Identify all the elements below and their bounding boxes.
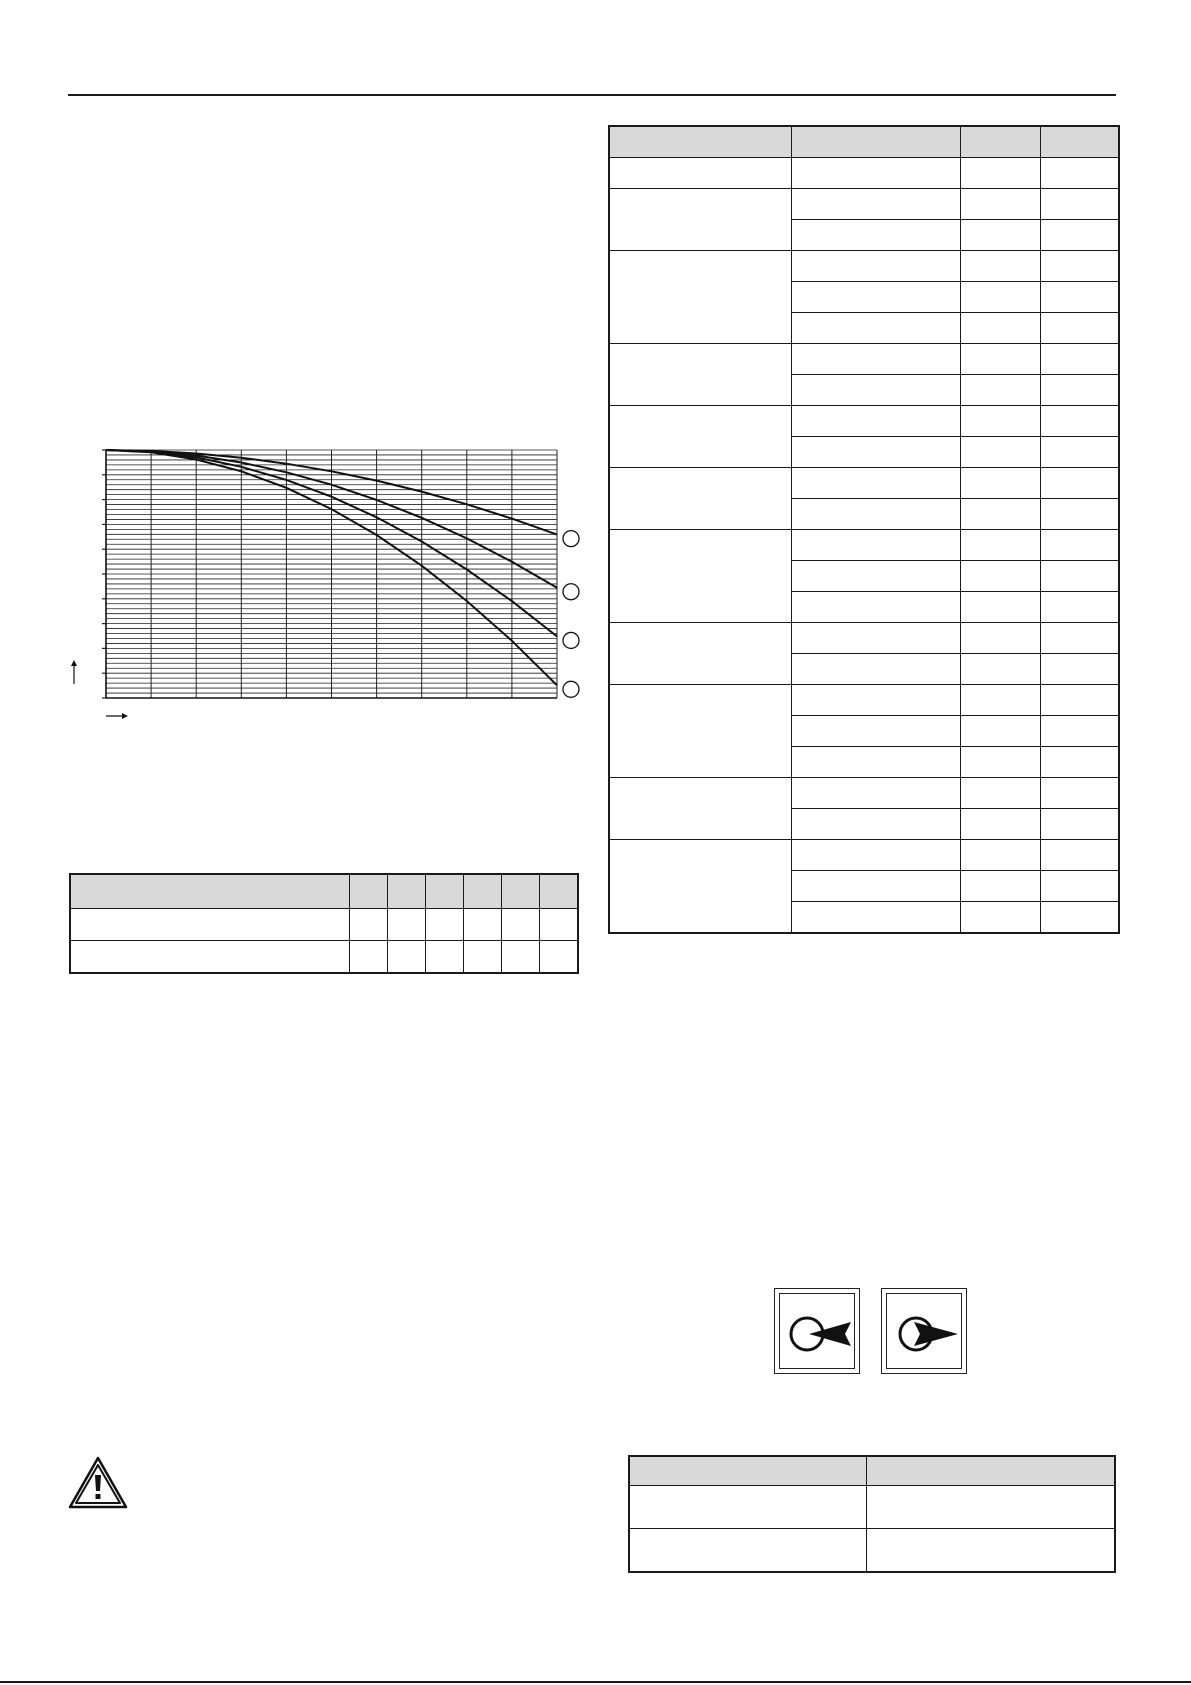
spec-cell	[791, 468, 960, 499]
small-cell	[463, 909, 501, 941]
spec-table-header	[609, 126, 1119, 158]
spec-cell	[960, 809, 1040, 840]
spec-cell	[791, 871, 960, 902]
spec-group-label	[609, 189, 791, 251]
small-header-cell	[425, 874, 463, 909]
table-row	[609, 530, 1119, 561]
direction-table-body	[629, 1486, 1115, 1573]
small-table-body	[70, 909, 578, 974]
spec-cell	[1040, 313, 1119, 344]
small-cell	[349, 941, 387, 974]
spec-cell	[791, 654, 960, 685]
small-cell	[425, 941, 463, 974]
spec-cell	[960, 375, 1040, 406]
spec-cell	[791, 158, 960, 189]
spec-cell	[791, 809, 960, 840]
direction-table	[628, 1455, 1116, 1573]
spec-cell	[1040, 406, 1119, 437]
spec-cell	[1040, 809, 1119, 840]
spec-group-label	[609, 778, 791, 840]
header-rule	[68, 94, 1116, 96]
spec-cell	[960, 902, 1040, 934]
small-table	[69, 873, 579, 974]
direction-table-header	[629, 1456, 1115, 1486]
spec-header-cell	[960, 126, 1040, 158]
spec-cell	[1040, 189, 1119, 220]
table-row	[70, 909, 578, 941]
table-row	[609, 840, 1119, 871]
spec-cell	[960, 592, 1040, 623]
spec-group-label	[609, 344, 791, 406]
spec-cell	[960, 840, 1040, 871]
small-header-cell	[387, 874, 425, 909]
table-row	[609, 158, 1119, 189]
table-row	[629, 1529, 1115, 1573]
x-direction-arrowhead	[122, 713, 128, 719]
spec-cell	[791, 499, 960, 530]
spec-cell	[1040, 778, 1119, 809]
spec-cell	[960, 468, 1040, 499]
direction-cell	[866, 1529, 1115, 1573]
table-row	[629, 1486, 1115, 1529]
spec-cell	[960, 189, 1040, 220]
small-cell	[539, 941, 578, 974]
table-row	[609, 778, 1119, 809]
table-row	[609, 623, 1119, 654]
small-cell	[387, 941, 425, 974]
small-cell	[425, 909, 463, 941]
spec-table	[608, 125, 1120, 934]
spec-cell	[1040, 251, 1119, 282]
chart-svg	[60, 440, 600, 730]
small-cell	[539, 909, 578, 941]
performance-chart	[60, 440, 600, 730]
table-row	[609, 685, 1119, 716]
series-marker-3	[563, 632, 579, 648]
direction-cell	[629, 1529, 866, 1573]
spec-cell	[1040, 437, 1119, 468]
spec-group-label	[609, 251, 791, 344]
spec-cell	[791, 778, 960, 809]
spec-cell	[1040, 623, 1119, 654]
spec-header-cell	[791, 126, 960, 158]
spec-cell	[1040, 561, 1119, 592]
small-table-header	[70, 874, 578, 909]
rotation-counterclockwise-icon	[774, 1288, 860, 1374]
spec-cell	[791, 530, 960, 561]
spec-cell	[960, 437, 1040, 468]
spec-cell	[791, 220, 960, 251]
spec-cell	[960, 778, 1040, 809]
spec-cell	[960, 654, 1040, 685]
spec-cell	[960, 313, 1040, 344]
small-header-cell	[539, 874, 578, 909]
spec-group-label	[609, 685, 791, 778]
small-cell	[70, 909, 349, 941]
spec-cell	[1040, 685, 1119, 716]
spec-cell	[960, 561, 1040, 592]
spec-cell	[960, 716, 1040, 747]
spec-cell	[791, 747, 960, 778]
spec-cell	[960, 282, 1040, 313]
small-cell	[463, 941, 501, 974]
table-row	[609, 251, 1119, 282]
spec-cell	[1040, 468, 1119, 499]
series-marker-2	[563, 584, 579, 600]
spec-cell	[1040, 747, 1119, 778]
series-marker-4	[563, 681, 579, 697]
table-row	[70, 941, 578, 974]
spec-cell	[1040, 654, 1119, 685]
small-header-cell	[349, 874, 387, 909]
spec-group-label	[609, 468, 791, 530]
spec-cell	[791, 189, 960, 220]
spec-group-label	[609, 406, 791, 468]
small-cell	[349, 909, 387, 941]
spec-cell	[791, 716, 960, 747]
spec-header-cell	[609, 126, 791, 158]
spec-cell	[960, 251, 1040, 282]
spec-cell	[960, 499, 1040, 530]
spec-cell	[960, 685, 1040, 716]
small-cell	[501, 909, 539, 941]
spec-cell	[960, 220, 1040, 251]
spec-cell	[960, 623, 1040, 654]
spec-cell	[791, 406, 960, 437]
spec-group-label	[609, 840, 791, 934]
spec-cell	[1040, 840, 1119, 871]
spec-cell	[791, 561, 960, 592]
spec-cell	[960, 530, 1040, 561]
spec-cell	[960, 158, 1040, 189]
spec-cell	[1040, 499, 1119, 530]
rotation-clockwise-icon	[881, 1288, 967, 1374]
spec-group-label	[609, 623, 791, 685]
spec-cell	[791, 902, 960, 934]
spec-cell	[1040, 902, 1119, 934]
spec-cell	[1040, 375, 1119, 406]
spec-cell	[791, 592, 960, 623]
spec-cell	[1040, 530, 1119, 561]
spec-cell	[791, 251, 960, 282]
small-cell	[501, 941, 539, 974]
spec-cell	[1040, 282, 1119, 313]
spec-group-label	[609, 158, 791, 189]
small-header-cell	[501, 874, 539, 909]
spec-cell	[960, 344, 1040, 375]
small-cell	[387, 909, 425, 941]
direction-header-cell	[866, 1456, 1115, 1486]
table-row	[609, 468, 1119, 499]
table-row	[609, 189, 1119, 220]
warning-triangle-icon	[67, 1455, 129, 1511]
y-direction-arrowhead	[71, 660, 77, 666]
direction-cell	[629, 1486, 866, 1529]
spec-cell	[791, 685, 960, 716]
spec-cell	[791, 840, 960, 871]
direction-header-cell	[629, 1456, 866, 1486]
spec-cell	[1040, 592, 1119, 623]
table-row	[609, 406, 1119, 437]
spec-cell	[960, 871, 1040, 902]
spec-cell	[1040, 871, 1119, 902]
spec-cell	[1040, 220, 1119, 251]
footer-rule	[0, 1681, 1191, 1683]
spec-cell	[1040, 158, 1119, 189]
spec-cell	[791, 313, 960, 344]
spec-cell	[791, 437, 960, 468]
spec-cell	[1040, 344, 1119, 375]
spec-cell	[960, 747, 1040, 778]
spec-cell	[791, 282, 960, 313]
spec-cell	[791, 375, 960, 406]
small-header-cell	[70, 874, 349, 909]
spec-group-label	[609, 530, 791, 623]
direction-cell	[866, 1486, 1115, 1529]
spec-cell	[960, 406, 1040, 437]
small-header-cell	[463, 874, 501, 909]
spec-cell	[1040, 716, 1119, 747]
spec-cell	[791, 344, 960, 375]
spec-table-body	[609, 158, 1119, 934]
table-row	[609, 344, 1119, 375]
spec-cell	[791, 623, 960, 654]
small-cell	[70, 941, 349, 974]
spec-header-cell	[1040, 126, 1119, 158]
series-marker-1	[563, 531, 579, 547]
